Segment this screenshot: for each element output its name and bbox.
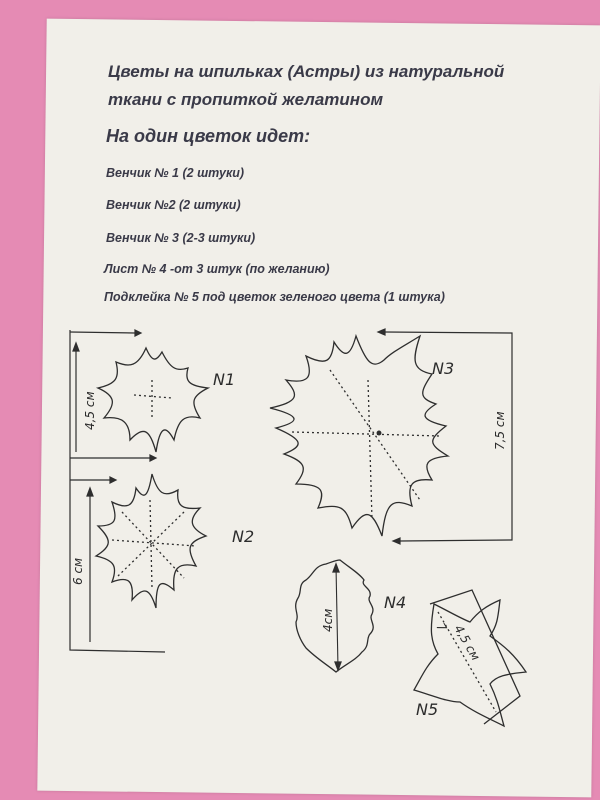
title-line-2: ткани с пропиткой желатином bbox=[108, 90, 384, 109]
list-item-1: Венчик № 1 (2 штуки) bbox=[106, 166, 245, 180]
list-item-2: Венчик №2 (2 штуки) bbox=[106, 198, 241, 212]
list-item-4: Лист № 4 -от 3 штук (по желанию) bbox=[104, 262, 330, 276]
frame-left bbox=[70, 330, 165, 652]
title-line-1: Цветы на шпильках (Астры) из натуральной bbox=[108, 62, 505, 81]
list-item-3: Венчик № 3 (2-3 штуки) bbox=[106, 231, 256, 245]
size-n3: 7,5 см bbox=[493, 411, 507, 450]
label-n3: N3 bbox=[432, 359, 455, 378]
subtitle: На один цветок идет: bbox=[106, 126, 311, 146]
label-n2: N2 bbox=[232, 527, 255, 546]
pattern-n1 bbox=[98, 348, 208, 452]
frame-top-n1 bbox=[70, 332, 135, 333]
size-n2: 6 см bbox=[71, 557, 85, 585]
label-n5: N5 bbox=[416, 700, 439, 719]
pattern-n3 bbox=[270, 336, 448, 536]
size-n4: 4см bbox=[321, 608, 335, 632]
label-n1: N1 bbox=[213, 370, 236, 389]
size-n1: 4,5 см bbox=[83, 391, 97, 430]
size-n5-extra: 7 bbox=[433, 620, 450, 635]
size-n5: 4,5 см bbox=[451, 622, 483, 663]
label-n4: N4 bbox=[384, 593, 407, 612]
pattern-n2 bbox=[96, 474, 206, 608]
list-item-5: Подклейка № 5 под цветок зеленого цвета (1 штука) bbox=[104, 290, 445, 304]
